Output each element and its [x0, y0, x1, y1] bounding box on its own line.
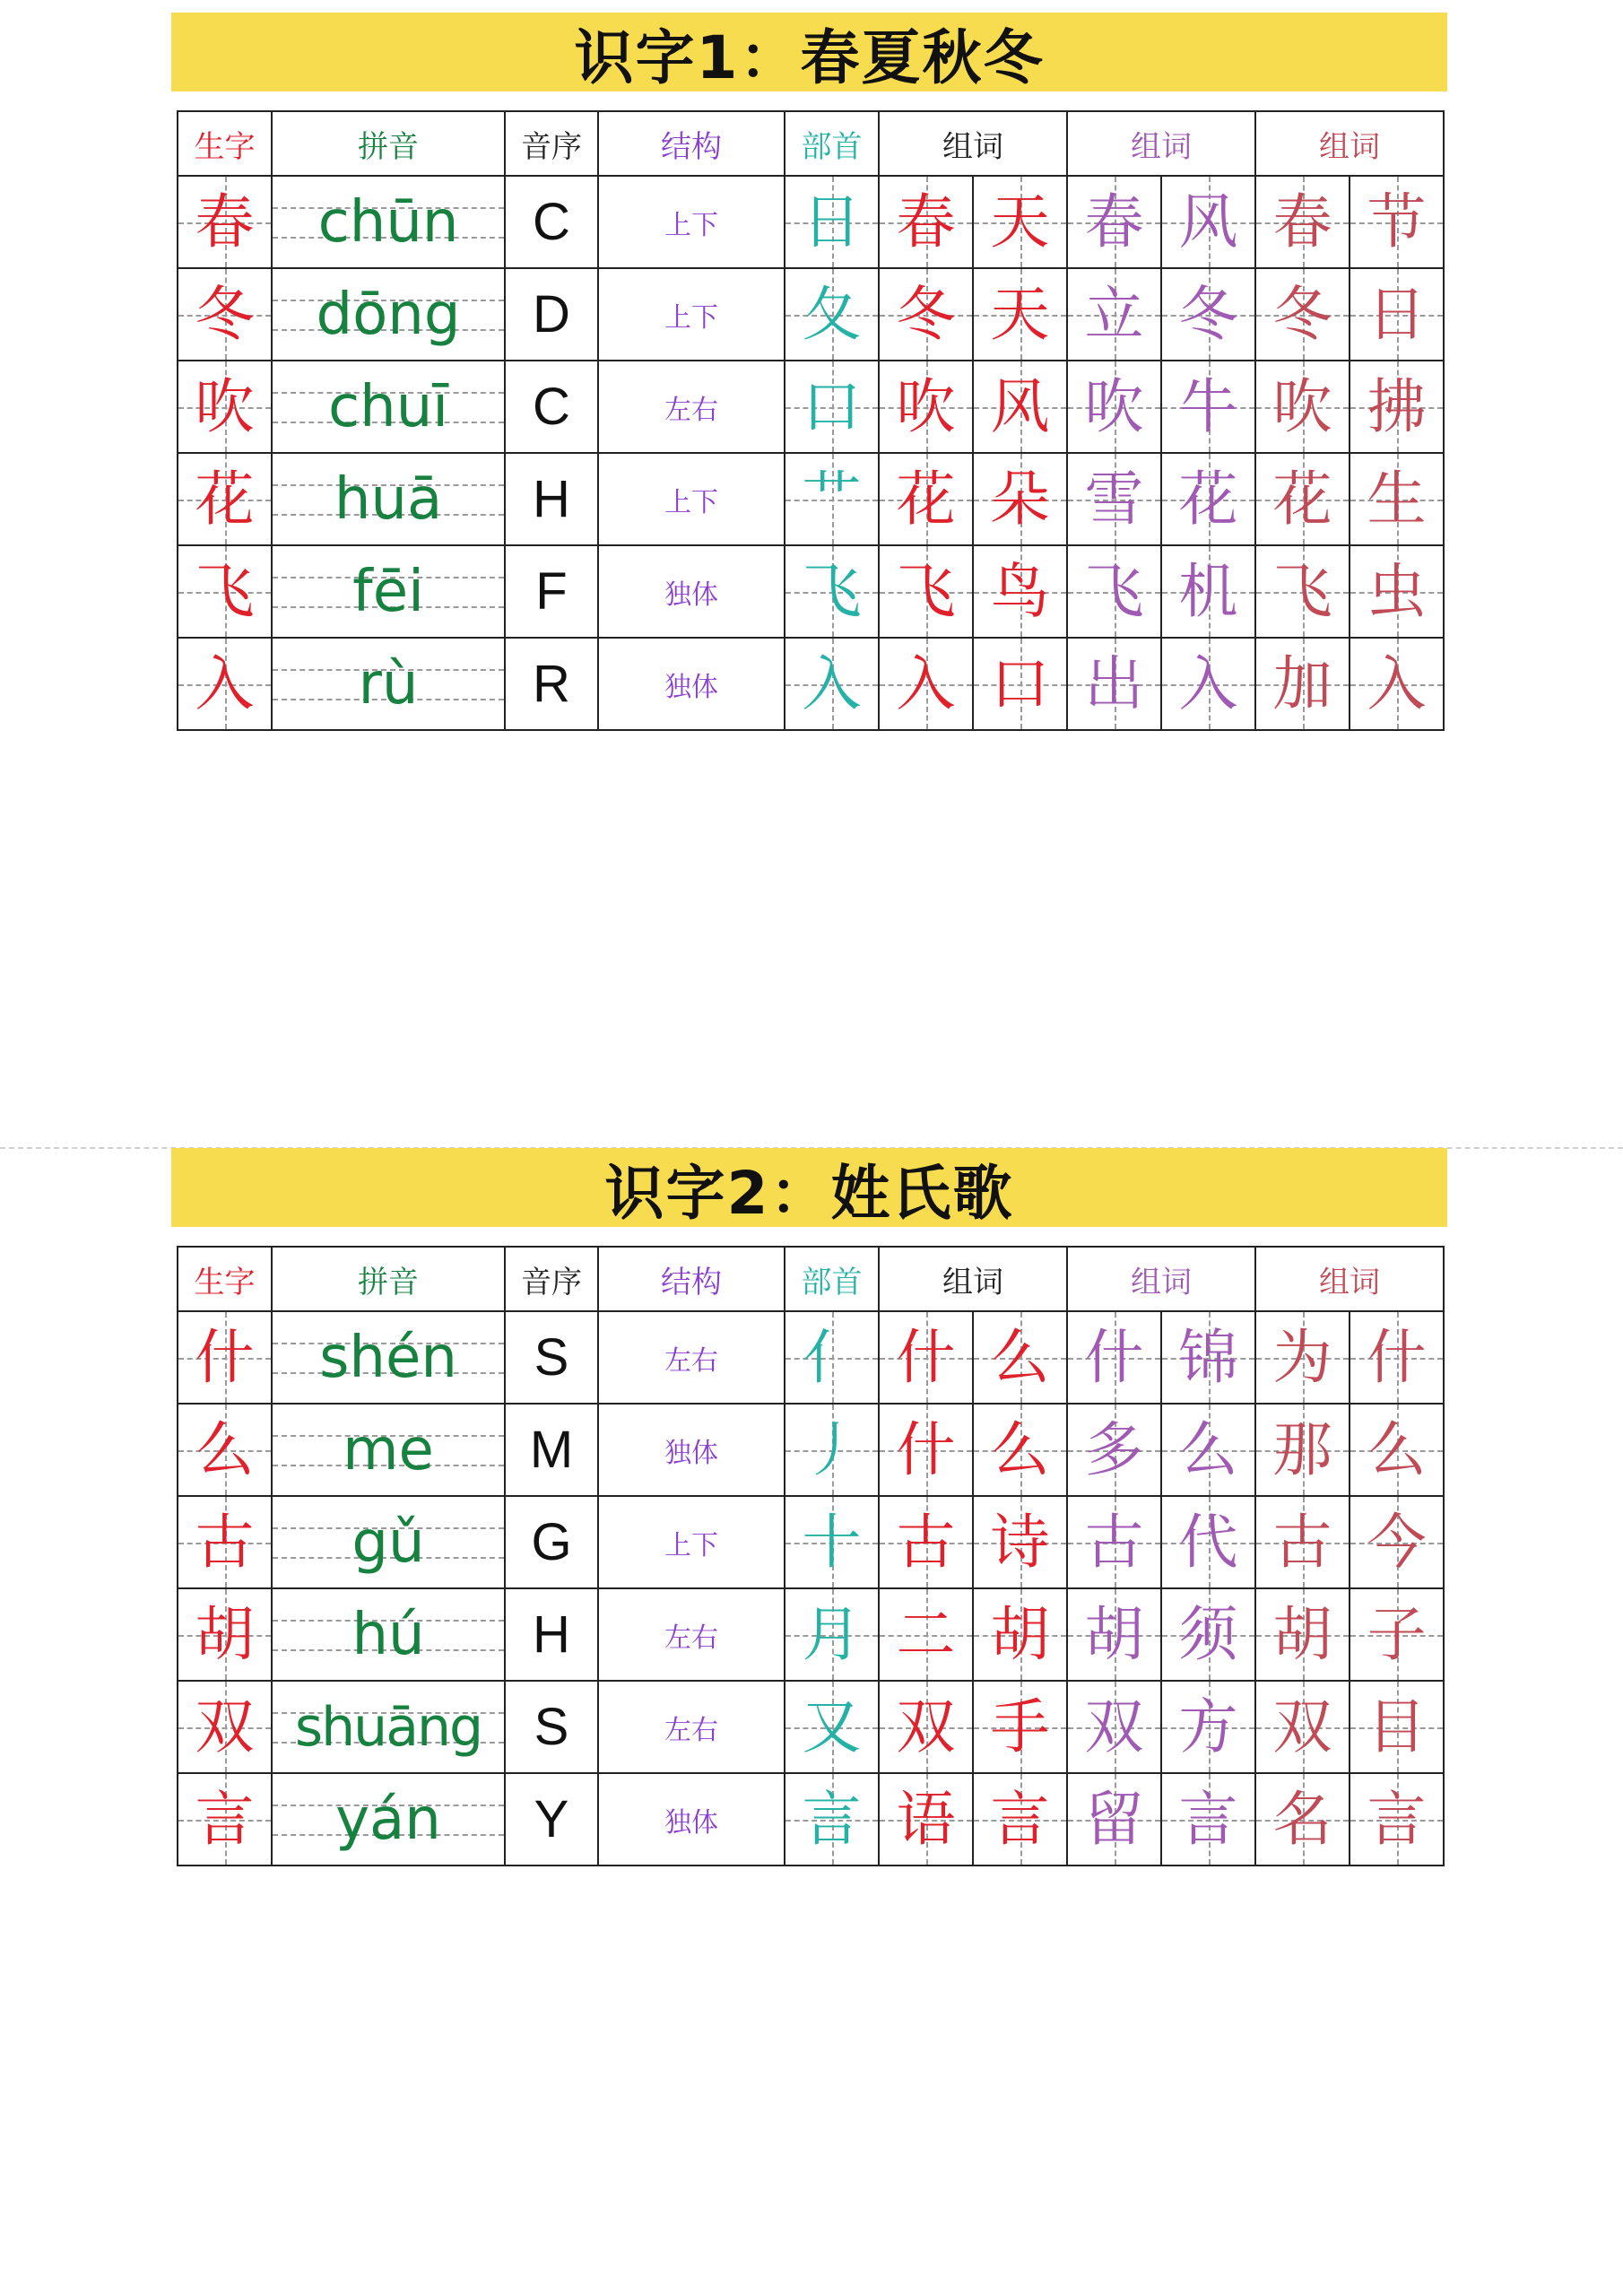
word-char-text: 飞 — [1084, 556, 1144, 626]
new-character: 言 — [195, 1784, 255, 1854]
structure-cell — [598, 1681, 785, 1773]
word-char — [1067, 1311, 1161, 1404]
initial-letter: M — [529, 1421, 574, 1479]
word-char — [1350, 361, 1444, 453]
word-char — [1067, 545, 1161, 638]
word-char — [879, 1588, 973, 1681]
structure: 左右 — [664, 1622, 718, 1654]
structure: 上下 — [664, 209, 718, 241]
word-char-text: 么 — [990, 1414, 1050, 1484]
word-char — [1161, 1588, 1255, 1681]
word-char-text: 入 — [896, 648, 956, 718]
pinyin: fēi — [352, 558, 424, 625]
char-cell — [178, 176, 272, 268]
pinyin: gǔ — [352, 1509, 425, 1576]
structure: 上下 — [664, 301, 718, 334]
radical: 十 — [802, 1507, 862, 1577]
order-cell — [505, 361, 598, 453]
word-char-text: 朵 — [990, 464, 1050, 534]
order-cell — [505, 176, 598, 268]
pinyin: hú — [352, 1601, 425, 1668]
char-cell — [178, 1681, 272, 1773]
word-char — [1350, 453, 1444, 545]
pinyin-cell — [272, 1773, 505, 1866]
word-char-text: 什 — [896, 1322, 956, 1392]
radical-cell — [785, 1588, 879, 1681]
word-char — [1161, 1404, 1255, 1496]
word-char — [1255, 1681, 1350, 1773]
word-char-text: 言 — [1178, 1784, 1238, 1854]
pinyin-cell — [272, 176, 505, 268]
word-char — [1255, 1404, 1350, 1496]
header-order: 音序 — [505, 111, 598, 176]
structure-cell — [598, 1311, 785, 1404]
structure-cell — [598, 1404, 785, 1496]
word-char — [1161, 638, 1255, 730]
word-char-text: 目 — [1367, 1692, 1427, 1761]
radical: 又 — [802, 1692, 862, 1761]
new-character: 入 — [195, 648, 255, 718]
header-radical: 部首 — [785, 1247, 879, 1311]
order-cell — [505, 1311, 598, 1404]
word-char-text: 子 — [1367, 1599, 1427, 1669]
header-char: 生字 — [178, 111, 272, 176]
word-char-text: 吹 — [1272, 371, 1332, 441]
structure: 独体 — [664, 1806, 718, 1839]
word-char — [1067, 1588, 1161, 1681]
word-char-text: 天 — [990, 279, 1050, 349]
word-char-text: 出 — [1084, 648, 1144, 718]
new-character: 冬 — [195, 279, 255, 349]
initial-letter: D — [533, 285, 570, 344]
header-words-1: 组词 — [879, 1247, 1067, 1311]
word-char — [1067, 268, 1161, 361]
word-char — [1350, 1311, 1444, 1404]
order-cell — [505, 268, 598, 361]
word-char-text: 代 — [1178, 1507, 1238, 1577]
word-char-text: 胡 — [1272, 1599, 1332, 1669]
header-structure: 结构 — [598, 111, 785, 176]
word-char — [1161, 545, 1255, 638]
word-char-text: 古 — [896, 1507, 956, 1577]
header-row — [178, 111, 1444, 176]
radical-cell — [785, 1404, 879, 1496]
char-cell — [178, 361, 272, 453]
word-char-text: 入 — [1178, 648, 1238, 718]
word-char — [973, 1311, 1067, 1404]
word-char — [1067, 638, 1161, 730]
radical-cell — [785, 1681, 879, 1773]
word-char — [879, 1681, 973, 1773]
word-char-text: 春 — [1272, 187, 1332, 257]
word-char — [1350, 545, 1444, 638]
radical-cell — [785, 176, 879, 268]
structure-cell — [598, 361, 785, 453]
word-char — [1350, 638, 1444, 730]
order-cell — [505, 1773, 598, 1866]
table-row — [178, 545, 1444, 638]
lesson-title: 识字2：姓氏歌 — [171, 1148, 1447, 1227]
radical-cell — [785, 268, 879, 361]
structure-cell — [598, 545, 785, 638]
new-character: 花 — [195, 464, 255, 534]
word-char-text: 口 — [990, 648, 1050, 718]
lesson-title: 识字1：春夏秋冬 — [171, 13, 1447, 91]
radical: 丿 — [802, 1414, 862, 1484]
word-char — [1161, 453, 1255, 545]
word-char-text: 么 — [1367, 1414, 1427, 1484]
word-char-text: 须 — [1178, 1599, 1238, 1669]
structure-cell — [598, 638, 785, 730]
pinyin-cell — [272, 453, 505, 545]
word-char-text: 虫 — [1367, 556, 1427, 626]
pinyin-cell — [272, 361, 505, 453]
character-table — [177, 110, 1445, 731]
structure-cell — [598, 453, 785, 545]
order-cell — [505, 453, 598, 545]
new-character: 么 — [195, 1414, 255, 1484]
word-char-text: 古 — [1084, 1507, 1144, 1577]
structure-cell — [598, 1588, 785, 1681]
radical-cell — [785, 638, 879, 730]
word-char-text: 为 — [1272, 1322, 1332, 1392]
radical-cell — [785, 361, 879, 453]
initial-letter: Y — [534, 1790, 569, 1848]
word-char-text: 锦 — [1178, 1322, 1238, 1392]
header-order: 音序 — [505, 1247, 598, 1311]
word-char — [1255, 361, 1350, 453]
initial-letter: F — [535, 562, 568, 621]
word-char — [973, 1681, 1067, 1773]
header-words-2: 组词 — [1067, 1247, 1255, 1311]
pinyin: huā — [334, 465, 443, 533]
table-row — [178, 1311, 1444, 1404]
word-char — [1161, 361, 1255, 453]
word-char — [1255, 1311, 1350, 1404]
word-char — [1067, 361, 1161, 453]
word-char-text: 风 — [990, 371, 1050, 441]
word-char — [1161, 1681, 1255, 1773]
new-character: 吹 — [195, 371, 255, 441]
pinyin: shuāng — [294, 1695, 482, 1759]
word-char — [879, 453, 973, 545]
word-char-text: 双 — [1272, 1692, 1332, 1761]
word-char-text: 加 — [1272, 648, 1332, 718]
header-radical: 部首 — [785, 111, 879, 176]
pinyin-cell — [272, 1311, 505, 1404]
table-row — [178, 1681, 1444, 1773]
pinyin-cell — [272, 1588, 505, 1681]
header-words-1: 组词 — [879, 111, 1067, 176]
header-pinyin: 拼音 — [272, 111, 505, 176]
word-char-text: 拂 — [1367, 371, 1427, 441]
table-row — [178, 638, 1444, 730]
header-words-3: 组词 — [1255, 111, 1444, 176]
word-char-text: 二 — [896, 1599, 956, 1669]
radical-cell — [785, 545, 879, 638]
word-char — [1255, 545, 1350, 638]
table-row — [178, 1773, 1444, 1866]
word-char — [973, 361, 1067, 453]
word-char-text: 风 — [1178, 187, 1238, 257]
header-char: 生字 — [178, 1247, 272, 1311]
word-char — [1350, 176, 1444, 268]
header-words-2: 组词 — [1067, 111, 1255, 176]
word-char-text: 胡 — [990, 1599, 1050, 1669]
initial-letter: C — [533, 378, 570, 436]
table-row — [178, 176, 1444, 268]
word-char — [973, 268, 1067, 361]
table-row — [178, 268, 1444, 361]
structure: 左右 — [664, 394, 718, 426]
word-char — [879, 268, 973, 361]
word-char-text: 今 — [1367, 1507, 1427, 1577]
word-char — [1067, 1681, 1161, 1773]
order-cell — [505, 1681, 598, 1773]
word-char-text: 双 — [1084, 1692, 1144, 1761]
structure: 左右 — [664, 1714, 718, 1746]
word-char-text: 冬 — [896, 279, 956, 349]
order-cell — [505, 1496, 598, 1588]
word-char-text: 留 — [1084, 1784, 1144, 1854]
word-char-text: 机 — [1178, 556, 1238, 626]
word-char — [973, 1496, 1067, 1588]
pinyin: chuī — [327, 373, 449, 440]
word-char — [1350, 1681, 1444, 1773]
word-char — [879, 545, 973, 638]
word-char-text: 什 — [1084, 1322, 1144, 1392]
word-char — [973, 545, 1067, 638]
word-char — [1255, 176, 1350, 268]
word-char-text: 飞 — [896, 556, 956, 626]
char-cell — [178, 1496, 272, 1588]
radical-cell — [785, 1496, 879, 1588]
word-char — [879, 1311, 973, 1404]
new-character: 什 — [195, 1322, 255, 1392]
structure: 上下 — [664, 486, 718, 518]
word-char — [1067, 453, 1161, 545]
pinyin: shén — [319, 1324, 457, 1391]
word-char-text: 春 — [896, 187, 956, 257]
word-char — [879, 361, 973, 453]
word-char-text: 胡 — [1084, 1599, 1144, 1669]
word-char — [1161, 1496, 1255, 1588]
structure: 左右 — [664, 1344, 718, 1377]
initial-letter: S — [534, 1698, 569, 1756]
table-row — [178, 361, 1444, 453]
word-char-text: 吹 — [1084, 371, 1144, 441]
pinyin-cell — [272, 1496, 505, 1588]
new-character: 春 — [195, 187, 255, 257]
word-char — [973, 453, 1067, 545]
word-char-text: 诗 — [990, 1507, 1050, 1577]
word-char-text: 立 — [1084, 279, 1144, 349]
word-char-text: 牛 — [1178, 371, 1238, 441]
word-char — [1255, 268, 1350, 361]
word-char — [879, 1496, 973, 1588]
order-cell — [505, 1588, 598, 1681]
pinyin: chūn — [317, 188, 459, 256]
initial-letter: H — [533, 470, 570, 528]
word-char-text: 天 — [990, 187, 1050, 257]
initial-letter: G — [531, 1513, 572, 1571]
word-char — [973, 1404, 1067, 1496]
word-char — [879, 176, 973, 268]
word-char-text: 那 — [1272, 1414, 1332, 1484]
radical: 夂 — [802, 279, 862, 349]
radical: 亻 — [802, 1322, 862, 1392]
radical: 飞 — [802, 556, 862, 626]
structure: 独体 — [664, 578, 718, 611]
word-char — [1067, 176, 1161, 268]
pinyin: dōng — [316, 281, 461, 348]
order-cell — [505, 1404, 598, 1496]
word-char — [879, 1404, 973, 1496]
radical: 月 — [802, 1599, 862, 1669]
word-char — [1350, 1773, 1444, 1866]
char-cell — [178, 1311, 272, 1404]
word-char — [1161, 268, 1255, 361]
radical-cell — [785, 1773, 879, 1866]
order-cell — [505, 545, 598, 638]
word-char — [1350, 1404, 1444, 1496]
word-char-text: 双 — [896, 1692, 956, 1761]
structure-cell — [598, 1773, 785, 1866]
word-char — [1161, 176, 1255, 268]
word-char-text: 言 — [1367, 1784, 1427, 1854]
char-cell — [178, 453, 272, 545]
word-char — [1161, 1773, 1255, 1866]
word-char-text: 飞 — [1272, 556, 1332, 626]
word-char — [1161, 1311, 1255, 1404]
new-character: 飞 — [195, 556, 255, 626]
new-character: 古 — [195, 1507, 255, 1577]
structure-cell — [598, 1496, 785, 1588]
char-cell — [178, 268, 272, 361]
radical-cell — [785, 453, 879, 545]
word-char-text: 什 — [1367, 1322, 1427, 1392]
table-row — [178, 453, 1444, 545]
word-char — [1255, 453, 1350, 545]
word-char — [1255, 1773, 1350, 1866]
pinyin: yán — [335, 1786, 441, 1853]
order-cell — [505, 638, 598, 730]
char-cell — [178, 1404, 272, 1496]
word-char-text: 名 — [1272, 1784, 1332, 1854]
pinyin-cell — [272, 638, 505, 730]
new-character: 胡 — [195, 1599, 255, 1669]
char-cell — [178, 1588, 272, 1681]
word-char-text: 么 — [1178, 1414, 1238, 1484]
word-char — [973, 1588, 1067, 1681]
word-char-text: 冬 — [1178, 279, 1238, 349]
radical: 日 — [802, 187, 862, 257]
word-char-text: 手 — [990, 1692, 1050, 1761]
word-char — [879, 638, 973, 730]
header-pinyin: 拼音 — [272, 1247, 505, 1311]
word-char — [1067, 1496, 1161, 1588]
radical: 口 — [802, 371, 862, 441]
pinyin: me — [343, 1416, 434, 1483]
word-char-text: 日 — [1367, 279, 1427, 349]
pinyin-cell — [272, 1681, 505, 1773]
word-char — [1255, 1496, 1350, 1588]
word-char-text: 冬 — [1272, 279, 1332, 349]
word-char-text: 多 — [1084, 1414, 1144, 1484]
table-row — [178, 1404, 1444, 1496]
initial-letter: S — [534, 1328, 569, 1387]
word-char — [879, 1773, 973, 1866]
new-character: 双 — [195, 1692, 255, 1761]
word-char-text: 花 — [1178, 464, 1238, 534]
word-char-text: 生 — [1367, 464, 1427, 534]
word-char — [1067, 1773, 1161, 1866]
word-char — [1255, 1588, 1350, 1681]
structure-cell — [598, 176, 785, 268]
initial-letter: C — [533, 193, 570, 251]
structure: 独体 — [664, 671, 718, 703]
word-char — [1350, 268, 1444, 361]
structure: 上下 — [664, 1529, 718, 1561]
word-char — [1255, 638, 1350, 730]
header-words-3: 组词 — [1255, 1247, 1444, 1311]
word-char-text: 言 — [990, 1784, 1050, 1854]
word-char — [1350, 1588, 1444, 1681]
table-row — [178, 1588, 1444, 1681]
word-char-text: 春 — [1084, 187, 1144, 257]
word-char-text: 花 — [1272, 464, 1332, 534]
word-char-text: 古 — [1272, 1507, 1332, 1577]
word-char-text: 语 — [896, 1784, 956, 1854]
pinyin-cell — [272, 268, 505, 361]
word-char-text: 花 — [896, 464, 956, 534]
word-char-text: 吹 — [896, 371, 956, 441]
word-char — [1350, 1496, 1444, 1588]
char-cell — [178, 1773, 272, 1866]
word-char — [973, 638, 1067, 730]
radical: 艹 — [802, 464, 862, 534]
char-cell — [178, 638, 272, 730]
initial-letter: R — [533, 655, 570, 713]
word-char — [973, 176, 1067, 268]
radical-cell — [785, 1311, 879, 1404]
initial-letter: H — [533, 1605, 570, 1664]
char-cell — [178, 545, 272, 638]
word-char-text: 节 — [1367, 187, 1427, 257]
word-char-text: 么 — [990, 1322, 1050, 1392]
pinyin: rù — [358, 650, 419, 718]
word-char-text: 方 — [1178, 1692, 1238, 1761]
word-char — [973, 1773, 1067, 1866]
character-table — [177, 1246, 1445, 1866]
word-char-text: 什 — [896, 1414, 956, 1484]
word-char-text: 雪 — [1084, 464, 1144, 534]
structure-cell — [598, 268, 785, 361]
header-row — [178, 1247, 1444, 1311]
radical: 入 — [802, 648, 862, 718]
word-char — [1067, 1404, 1161, 1496]
pinyin-cell — [272, 545, 505, 638]
header-structure: 结构 — [598, 1247, 785, 1311]
word-char-text: 入 — [1367, 648, 1427, 718]
word-char-text: 鸟 — [990, 556, 1050, 626]
table-row — [178, 1496, 1444, 1588]
structure: 独体 — [664, 1437, 718, 1469]
radical: 言 — [802, 1784, 862, 1854]
pinyin-cell — [272, 1404, 505, 1496]
